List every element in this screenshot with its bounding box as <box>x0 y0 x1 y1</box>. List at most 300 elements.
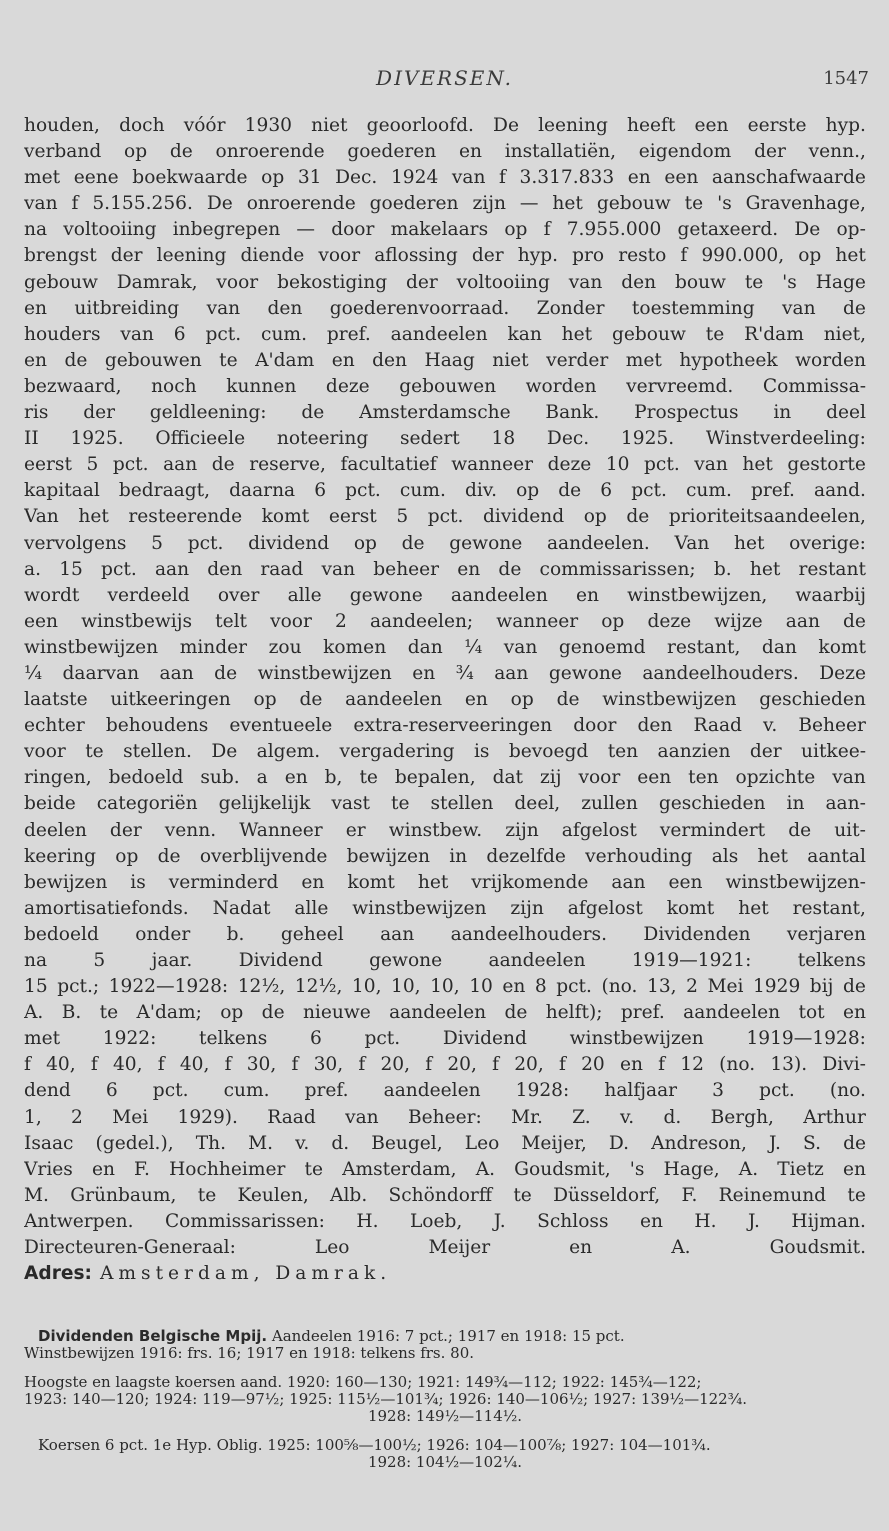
word: en <box>502 976 526 998</box>
word: der <box>749 741 782 763</box>
word: (no. <box>601 976 638 998</box>
word: op <box>583 506 607 528</box>
word: het <box>417 871 449 893</box>
word: gebouw <box>596 193 671 215</box>
text-line <box>24 1026 866 1052</box>
word: Gravenhage, <box>745 193 866 215</box>
word: afgelost <box>567 897 643 919</box>
word: Mei <box>707 976 744 998</box>
word: pct.; <box>57 976 100 998</box>
word: en <box>91 1158 115 1180</box>
word: Arthur <box>803 1106 866 1128</box>
word: aan <box>159 662 194 684</box>
text-line <box>24 739 866 765</box>
word: 2 <box>686 976 698 998</box>
word: eigendom <box>638 141 732 163</box>
word: winstbewijs <box>81 610 193 632</box>
word: niet <box>492 349 529 371</box>
word: Mei <box>112 1106 149 1128</box>
word: de <box>556 689 580 711</box>
word: de <box>842 976 866 998</box>
word: J. <box>493 1210 506 1232</box>
word: aflossing <box>374 245 458 267</box>
word: pct. <box>631 480 667 502</box>
word: met <box>625 349 662 371</box>
word: d. <box>331 1132 350 1154</box>
word: met <box>24 167 61 189</box>
word: 6 <box>309 1028 322 1050</box>
word: op <box>124 141 148 163</box>
word: op <box>601 610 625 632</box>
text-line <box>24 713 866 739</box>
word: aan <box>163 454 198 476</box>
word: is <box>130 871 146 893</box>
text-line <box>24 948 866 974</box>
text-line <box>24 426 866 452</box>
word: aandeelen <box>345 689 443 711</box>
word: zijn <box>505 819 539 841</box>
word: 1929). <box>177 1106 238 1128</box>
koersen-line1: Hoogste en laagste koersen aand. 1920: 160—130; 1921: 149¾—112; 1922: 145¾—122; <box>24 1373 702 1391</box>
word: het <box>749 558 781 580</box>
word: geoorloofd. <box>366 115 474 136</box>
word: aandeelen <box>389 1002 487 1024</box>
body-text <box>24 113 866 1287</box>
word: 12½, <box>237 976 286 998</box>
address-line <box>24 1261 866 1287</box>
word: bedoeld <box>24 923 99 945</box>
word: afgelost <box>561 819 637 841</box>
word: Schöndorff <box>388 1184 493 1206</box>
word: vervolgens <box>24 532 127 554</box>
text-line <box>24 1131 866 1157</box>
word: De <box>211 741 238 763</box>
word: op <box>253 689 277 711</box>
word: Hijman. <box>791 1210 866 1232</box>
word: aandeelen <box>450 584 548 606</box>
word: 8 <box>534 976 547 998</box>
word: Düsseldorf, <box>553 1184 661 1206</box>
word: door <box>331 219 375 241</box>
word: opzichte <box>735 767 816 789</box>
word: cum. <box>399 480 446 502</box>
word: op <box>516 480 540 502</box>
word: aan <box>785 610 820 632</box>
word: — <box>296 219 316 241</box>
word: komt <box>818 636 866 658</box>
page-header <box>0 66 889 90</box>
word: boekwaarde <box>132 167 248 189</box>
word: cum. <box>685 480 732 502</box>
word: f <box>291 1054 299 1076</box>
word: en <box>331 349 355 371</box>
word: aanzien <box>657 741 731 763</box>
word: Alb. <box>330 1184 368 1206</box>
word: Haag <box>424 349 475 371</box>
word: en <box>576 584 600 606</box>
word: Dividend <box>442 1028 527 1050</box>
text-line <box>24 400 866 426</box>
word: winstbewijzen <box>352 897 487 919</box>
word: dezelfde <box>486 845 566 867</box>
text-line <box>24 687 866 713</box>
word: noteering <box>276 428 369 450</box>
word: bepalen, <box>394 767 476 789</box>
word: (no. <box>719 1054 756 1076</box>
word: 5 <box>396 506 409 528</box>
word: en <box>639 1210 663 1232</box>
text-line <box>24 1078 866 1104</box>
text-line <box>24 348 866 374</box>
word: na <box>24 950 48 971</box>
word: aandeelhouders. <box>450 923 608 945</box>
word: cum. <box>261 323 307 345</box>
word: houders <box>24 323 101 345</box>
word: eventueele <box>229 715 333 737</box>
word: Meijer, <box>521 1132 587 1154</box>
word: van <box>321 558 356 580</box>
word: vrijkomende <box>471 871 589 893</box>
word: ris <box>24 402 49 424</box>
text-line <box>24 1105 866 1131</box>
text-line <box>24 452 866 478</box>
word: pct. <box>152 1080 189 1102</box>
word: het <box>552 193 583 215</box>
word: aandeelen <box>683 1002 781 1024</box>
word: het <box>757 845 788 867</box>
word: voltooiing <box>456 271 550 293</box>
word: der <box>754 141 786 163</box>
word: 6 <box>314 480 327 502</box>
word: aan <box>380 923 415 945</box>
word: B. <box>61 1002 82 1024</box>
word: Isaac <box>24 1132 74 1154</box>
text-line <box>24 896 866 922</box>
text-line <box>24 609 866 635</box>
word: f <box>680 245 688 267</box>
word: winstbewijzen, <box>627 584 768 606</box>
word: S. <box>803 1132 821 1154</box>
word: met <box>24 1028 61 1050</box>
word: ten <box>688 767 719 789</box>
text-line <box>24 1000 866 1026</box>
word: 990.000, <box>701 245 785 267</box>
word: verdeeld <box>107 584 190 606</box>
word: waarbij <box>795 584 866 606</box>
word: voor <box>270 610 312 632</box>
word: J. <box>747 1210 760 1232</box>
word: Dec. <box>546 428 590 450</box>
word: f <box>559 1054 566 1076</box>
word: 6 <box>600 480 613 502</box>
word: de <box>64 349 88 371</box>
word: geheel <box>280 923 344 945</box>
word: winstbewijzen <box>602 689 737 711</box>
text-line <box>24 844 866 870</box>
word: wanneer <box>496 610 579 632</box>
word: den <box>267 297 303 319</box>
word: ten <box>607 741 639 763</box>
word: Z. <box>572 1106 591 1128</box>
word: 's <box>717 193 732 215</box>
word: 1930 <box>244 115 292 136</box>
text-line <box>24 322 866 348</box>
word: 5 <box>151 532 163 554</box>
word: en <box>569 1237 593 1259</box>
word: 1919—1921: <box>631 950 752 971</box>
word: 1925. <box>620 428 675 450</box>
word: sub. <box>200 767 240 789</box>
word: den <box>621 271 657 293</box>
word: te <box>304 1158 323 1180</box>
word: te <box>684 193 704 215</box>
word: leening <box>156 245 227 267</box>
word: niet <box>311 115 348 136</box>
word: J. <box>769 1132 781 1154</box>
word: hyp. <box>825 115 866 136</box>
word: aandeelen. <box>546 532 650 554</box>
word: makelaars <box>390 219 489 241</box>
word: en <box>842 1158 866 1180</box>
word: H. <box>356 1210 379 1232</box>
word: a. <box>24 558 41 580</box>
word: f <box>492 1054 500 1076</box>
word: keering <box>24 845 96 867</box>
word: 3 <box>712 1080 724 1102</box>
text-line <box>24 974 866 1000</box>
page-number: 1547 <box>823 68 869 89</box>
word: f <box>358 1054 366 1076</box>
word: aandeelen <box>390 323 488 345</box>
word: pct. <box>364 1028 401 1050</box>
word: F. <box>681 1184 698 1206</box>
word: doch <box>119 115 165 136</box>
word: 1, <box>24 1106 42 1128</box>
word: leening <box>538 115 608 136</box>
word: 3.317.833 <box>519 167 615 189</box>
word: extra-reserveeringen <box>353 715 553 737</box>
word: er <box>345 819 366 841</box>
word: raad <box>260 558 304 580</box>
word: vergadering <box>339 741 455 763</box>
word: 18 <box>491 428 516 450</box>
word: van <box>568 271 603 293</box>
word: van <box>832 767 866 789</box>
word: f <box>90 1054 98 1076</box>
word: 12½, <box>294 976 343 998</box>
word: 5.155.256. <box>92 193 193 215</box>
word: bezwaard, <box>24 375 122 397</box>
word: Schloss <box>537 1210 609 1232</box>
belgian-heading: Dividenden Belgische Mpij. <box>38 1327 268 1345</box>
word: alle <box>294 897 329 919</box>
word: f <box>224 1054 232 1076</box>
word: zijn <box>510 897 544 919</box>
word: pref. <box>326 323 371 345</box>
word: komt <box>261 506 310 528</box>
word: op <box>510 689 534 711</box>
word: de <box>214 662 238 684</box>
text-line <box>24 531 866 557</box>
word: diende <box>240 245 305 267</box>
word: algem. <box>256 741 321 763</box>
word: wanneer <box>451 454 534 476</box>
word: v. <box>295 1132 310 1154</box>
text-line <box>24 922 866 948</box>
word: sedert <box>399 428 460 450</box>
word: pct. <box>556 976 592 998</box>
word: overblijvende <box>199 845 328 867</box>
word: f <box>71 193 79 215</box>
word: en <box>627 167 651 189</box>
word: goederen <box>347 141 437 163</box>
word: restant <box>798 558 866 580</box>
word: 6 <box>173 323 186 345</box>
word: Meijer <box>428 1237 491 1259</box>
word: pref. <box>750 480 795 502</box>
word: (no. <box>829 1080 866 1102</box>
text-line <box>24 1209 866 1235</box>
word: 15 <box>59 558 83 580</box>
word: De <box>206 193 233 215</box>
word: Directeuren-Generaal: <box>24 1237 236 1259</box>
word: de <box>301 402 325 424</box>
word: d. <box>663 1106 682 1128</box>
word: eene <box>73 167 119 189</box>
word: na <box>24 219 48 241</box>
word: 30, <box>313 1054 344 1076</box>
word: 30, <box>246 1054 277 1076</box>
word: Commissarissen: <box>164 1210 325 1232</box>
word: resteerende <box>128 506 243 528</box>
word: dend <box>24 1080 71 1102</box>
word: ¾ <box>455 662 474 684</box>
word: commissarissen; <box>539 558 696 580</box>
word: restant, <box>792 897 866 919</box>
belgian-line1: Aandeelen 1916: 7 pct.; 1917 en 1918: 15 pct. <box>271 1327 625 1345</box>
word: gelijkelijk <box>218 793 311 815</box>
word: 2 <box>335 610 347 632</box>
word: jaar. <box>151 950 193 971</box>
word: f <box>157 1054 165 1076</box>
word: v. <box>763 715 778 737</box>
word: verhouding <box>585 845 693 867</box>
word: in <box>773 402 792 424</box>
word: daarna <box>229 480 296 502</box>
word: geldleening: <box>149 402 267 424</box>
word: in <box>449 845 468 867</box>
text-line <box>24 661 866 687</box>
word: en <box>301 871 325 893</box>
word: 40, <box>112 1054 143 1076</box>
word: wordt <box>24 584 80 606</box>
word: en <box>24 297 47 319</box>
text-line <box>24 1235 866 1261</box>
text-line <box>24 818 866 844</box>
word: een <box>24 610 58 632</box>
word: F. <box>134 1158 150 1180</box>
word: geschieden <box>759 689 866 711</box>
text-line <box>24 139 866 165</box>
word: der <box>110 245 143 267</box>
word: komen <box>323 636 387 658</box>
word: houden, <box>24 115 100 136</box>
word: de <box>261 1002 285 1024</box>
word: komt <box>666 897 715 919</box>
word: Officieele <box>155 428 246 450</box>
word: Wanneer <box>239 819 323 841</box>
belgian-line2: Winstbewijzen 1916: frs. 16; 1917 en 1918: telkens frs. 80. <box>24 1344 475 1362</box>
word: de <box>842 297 866 319</box>
word: 20, <box>380 1054 411 1076</box>
word: (gedel.), <box>95 1132 174 1154</box>
word: geschieden <box>658 793 766 815</box>
word: een <box>664 167 699 189</box>
word: Beheer: <box>407 1106 482 1128</box>
word: over <box>217 584 260 606</box>
word: 1922—1928: <box>108 976 229 998</box>
word: de <box>843 610 866 632</box>
word: vast <box>331 793 371 815</box>
word: telkens <box>199 1028 268 1050</box>
word: H. <box>694 1210 717 1232</box>
word: eerste <box>747 115 807 136</box>
word: b. <box>713 558 732 580</box>
word: en <box>842 1002 866 1024</box>
word: dividend <box>483 506 565 528</box>
word: gewone <box>449 532 523 554</box>
word: Beheer <box>798 715 866 737</box>
word: worden <box>525 375 597 397</box>
word: Prospectus <box>634 402 739 424</box>
word: kunnen <box>226 375 297 397</box>
word: der <box>83 402 115 424</box>
word: aan- <box>825 793 866 815</box>
word: pref. <box>620 1002 665 1024</box>
word: De <box>493 115 519 136</box>
word: gewone <box>548 662 622 684</box>
word: echter <box>24 715 85 737</box>
word: pro <box>572 245 605 267</box>
word: vermindert <box>659 819 766 841</box>
word: van <box>345 1106 379 1128</box>
word: op <box>353 532 377 554</box>
word: winstbewijzen <box>569 1028 704 1050</box>
word: 10, <box>391 976 421 998</box>
word: noch <box>151 375 197 397</box>
word: Leo <box>314 1237 350 1259</box>
text-line <box>24 243 866 269</box>
word: te <box>744 271 764 293</box>
word: de <box>211 454 235 476</box>
word: cum. <box>223 1080 270 1102</box>
word: Winstverdeeling: <box>705 428 866 450</box>
word: niet, <box>823 323 866 345</box>
word: als <box>711 845 739 867</box>
word: M. <box>248 1132 274 1154</box>
word: van <box>782 297 816 319</box>
word: pct. <box>205 323 242 345</box>
word: te <box>391 793 410 815</box>
word: Bergh, <box>710 1106 774 1128</box>
word: 10, <box>351 976 382 998</box>
word: 13, <box>646 976 677 998</box>
word: Dec. <box>335 167 378 189</box>
word: de <box>504 1002 528 1024</box>
word: wijze <box>714 610 763 632</box>
word: 10 <box>605 454 630 476</box>
oblig-line1: Koersen 6 pct. 1e Hyp. Oblig. 1925: 100⅝—100½; 1926: 104—100⅞; 1927: 104—101¾. <box>38 1436 711 1454</box>
